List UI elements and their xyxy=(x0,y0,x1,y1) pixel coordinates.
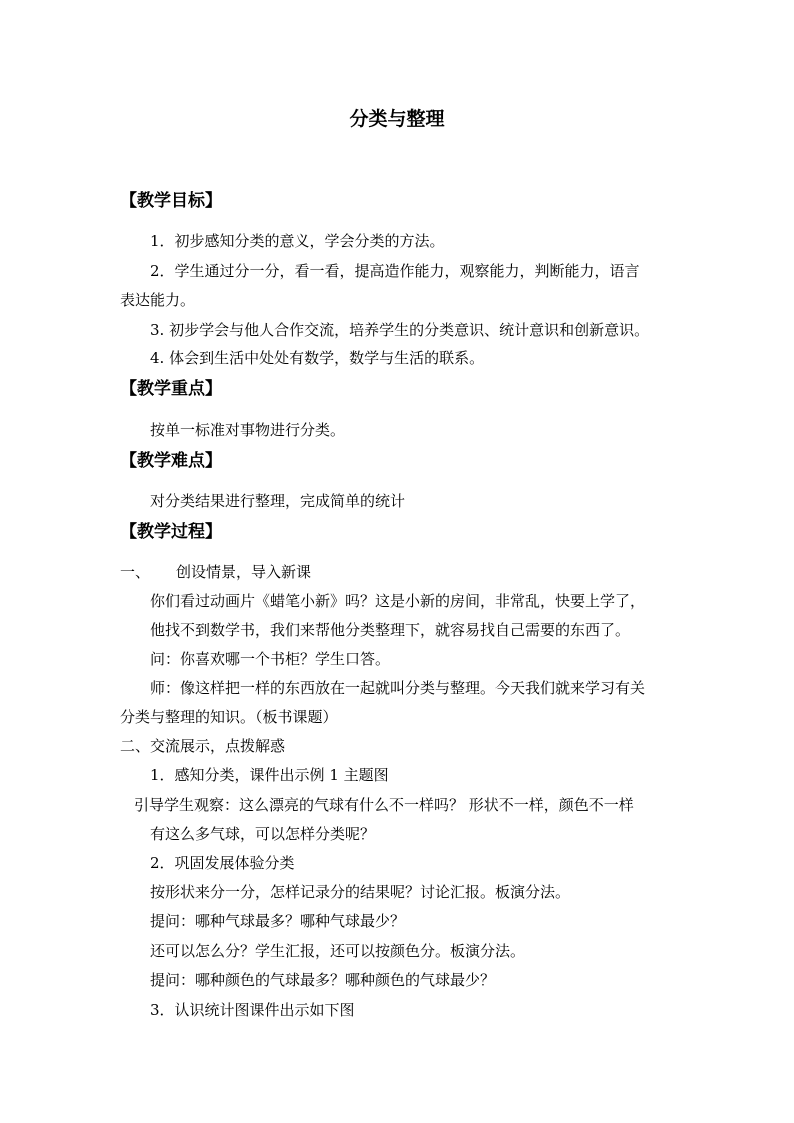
process-line: 有这么多气球，可以怎样分类呢？ xyxy=(150,825,376,843)
process-line: 师：像这样把一样的东西放在一起就叫分类与整理。今天我们就来学习有关 xyxy=(150,679,646,697)
process-part-2-heading: 二、交流展示，点拨解惑 xyxy=(120,737,286,755)
process-line: 还可以怎么分？学生汇报，还可以按颜色分。板演分法。 xyxy=(150,942,526,960)
process-line: 问：你喜欢哪一个书柜？学生口答。 xyxy=(150,650,391,668)
process-line: 按形状来分一分，怎样记录分的结果呢？讨论汇报。板演分法。 xyxy=(150,883,571,901)
process-line: 提问：哪种颜色的气球最多？哪种颜色的气球最少？ xyxy=(150,971,496,989)
process-part-1-heading xyxy=(120,562,311,582)
objective-item: 2．学生通过分一分，看一看，提高造作能力，观察能力，判断能力，语言 xyxy=(150,262,640,280)
process-line: 他找不到数学书，我们来帮他分类整理下，就容易找自己需要的东西了。 xyxy=(150,621,631,639)
objective-item: 4. 体会到生活中处处有数学，数学与生活的联系。 xyxy=(150,349,485,367)
process-line: 提问：哪种气球最多？哪种气球最少？ xyxy=(150,912,406,930)
objective-item: 3. 初步学会与他人合作交流，培养学生的分类意识、统计意识和创新意识。 xyxy=(150,321,650,339)
process-line: 分类与整理的知识。（板书课题） xyxy=(120,708,338,726)
process-line: 你们看过动画片《蜡笔小新》吗？这是小新的房间，非常乱，快要上学了， xyxy=(150,592,646,610)
process-line: 引导学生观察：这么漂亮的气球有什么不一样吗？ 形状不一样，颜色不一样 xyxy=(134,796,634,814)
process-line: 3．认识统计图课件出示如下图 xyxy=(150,1001,355,1019)
objective-item-continuation: 表达能力。 xyxy=(120,291,196,309)
objective-item: 1．初步感知分类的意义，学会分类的方法。 xyxy=(150,232,445,250)
section-heading-objectives: 【教学目标】 xyxy=(120,191,222,211)
difficulty-text: 对分类结果进行整理，完成简单的统计 xyxy=(150,492,406,510)
section-heading-difficulties: 【教学难点】 xyxy=(120,451,222,471)
process-line: 1．感知分类，课件出示例 1 主题图 xyxy=(150,766,389,784)
page-title: 分类与整理 xyxy=(349,108,445,130)
process-part-1-title: 创设情景，导入新课 xyxy=(176,563,312,581)
section-heading-process: 【教学过程】 xyxy=(120,522,222,542)
process-line: 2．巩固发展体验分类 xyxy=(150,854,295,872)
section-heading-key-points: 【教学重点】 xyxy=(120,379,222,399)
process-part-1-number: 一、 xyxy=(120,563,151,581)
key-point-text: 按单一标准对事物进行分类。 xyxy=(150,421,346,439)
